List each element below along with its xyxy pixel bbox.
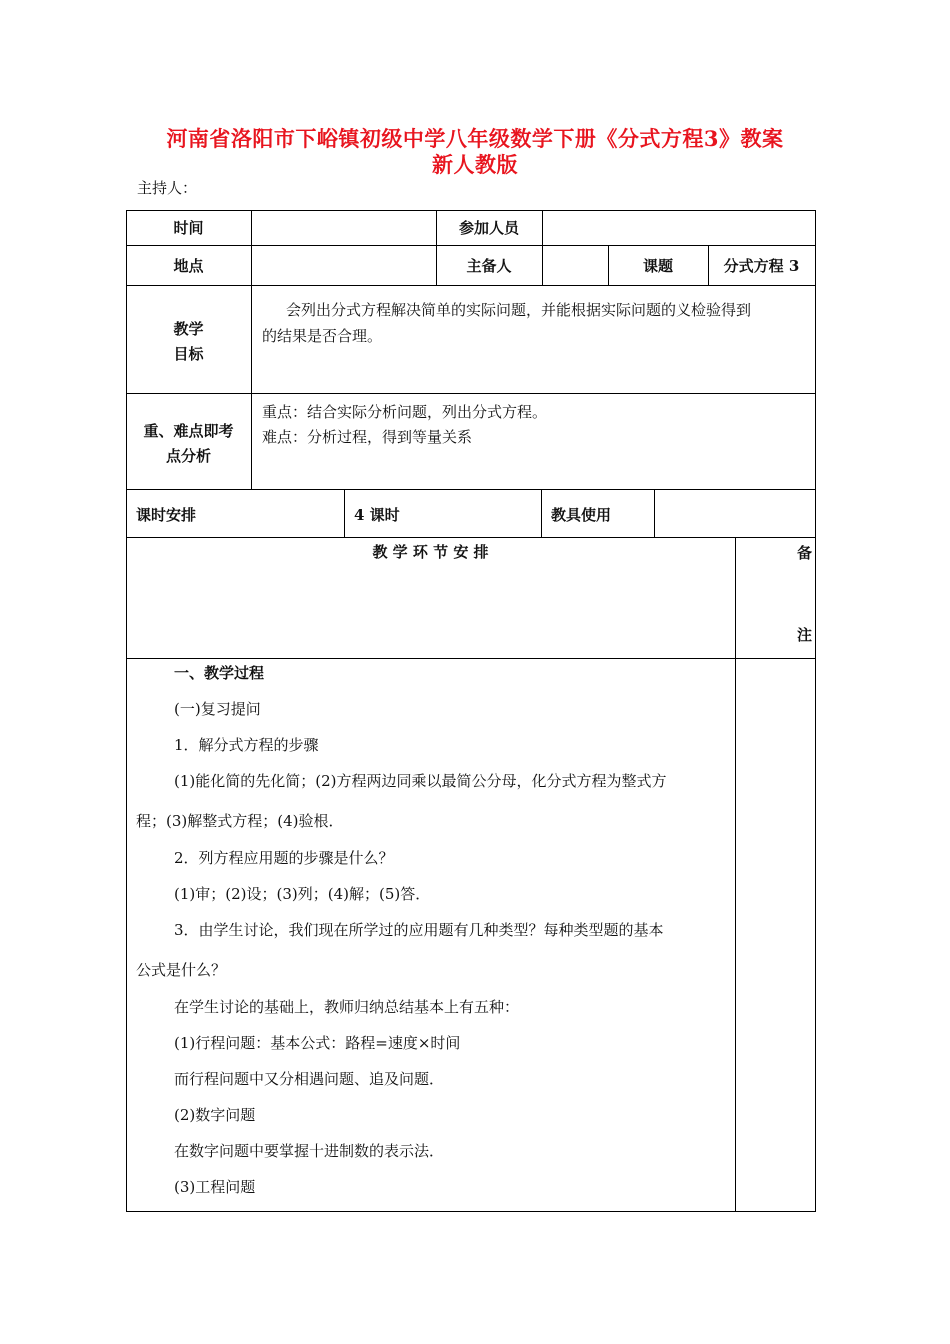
- document-title: 河南省洛阳市下峪镇初级中学八年级数学下册《分式方程3》教案: [166, 126, 784, 151]
- keypoint-text: 重点：结合实际分析问题，列出分式方程。: [262, 403, 548, 421]
- tools-label: 教具使用: [551, 506, 612, 524]
- time-label: 时间: [173, 219, 204, 237]
- schedule-value: 4 课时: [354, 506, 400, 524]
- content-line: (一)复习提问: [174, 700, 261, 718]
- notes-label-bottom: 注: [797, 626, 813, 644]
- topic-value: 分式方程 3: [723, 256, 800, 275]
- content-line: 公式是什么？: [136, 961, 227, 979]
- place-label: 地点: [173, 256, 204, 275]
- preparer-label: 主备人: [466, 256, 512, 275]
- content-line: (1)审；(2)设；(3)列；(4)解；(5)答．: [174, 885, 431, 903]
- content-line: (3)工程问题: [174, 1178, 256, 1196]
- content-line: 2．列方程应用题的步骤是什么？: [174, 849, 394, 867]
- process-heading: 一、教学过程: [174, 664, 265, 682]
- host-label: 主持人：: [137, 179, 198, 197]
- content-line: (2)数字问题: [174, 1106, 256, 1124]
- document-title-line2: 新人教版: [432, 152, 518, 177]
- keypoints-label-line1: 重、难点即考: [143, 422, 234, 440]
- objective-text-line2: 的结果是否合理。: [262, 327, 383, 345]
- content-line: 在数字问题中要掌握十进制数的表示法．: [174, 1142, 445, 1160]
- content-line: 3．由学生讨论，我们现在所学过的应用题有几种类型？每种类型题的基本: [174, 921, 664, 939]
- content-line: 而行程问题中又分相遇问题、追及问题．: [174, 1070, 445, 1088]
- difficulty-text: 难点：分析过程，得到等量关系: [262, 428, 473, 446]
- section-header: 教 学 环 节 安 排: [372, 543, 489, 561]
- notes-label-top: 备: [797, 544, 813, 562]
- schedule-label: 课时安排: [136, 506, 197, 524]
- keypoints-label-line2: 点分析: [165, 447, 211, 465]
- topic-label: 课题: [642, 256, 673, 275]
- content-line: 程；(3)解整式方程；(4)验根．: [136, 812, 344, 830]
- objective-text-line1: 会列出分式方程解决简单的实际问题，并能根据实际问题的义检验得到: [286, 301, 752, 319]
- content-line: (1)行程问题：基本公式：路程=速度×时间: [174, 1034, 461, 1052]
- content-line: 在学生讨论的基础上，教师归纳总结基本上有五种：: [174, 998, 520, 1016]
- content-line: (1)能化简的先化简；(2)方程两边同乘以最简公分母，化分式方程为整式方: [174, 772, 667, 790]
- keypoints-label: [126, 419, 251, 469]
- objective-label-line2: 目标: [173, 345, 204, 363]
- objective-label-line1: 教学: [173, 320, 204, 338]
- objective-label: [126, 317, 251, 367]
- participants-label: 参加人员: [458, 219, 519, 237]
- content-line: 1．解分式方程的步骤: [174, 736, 319, 754]
